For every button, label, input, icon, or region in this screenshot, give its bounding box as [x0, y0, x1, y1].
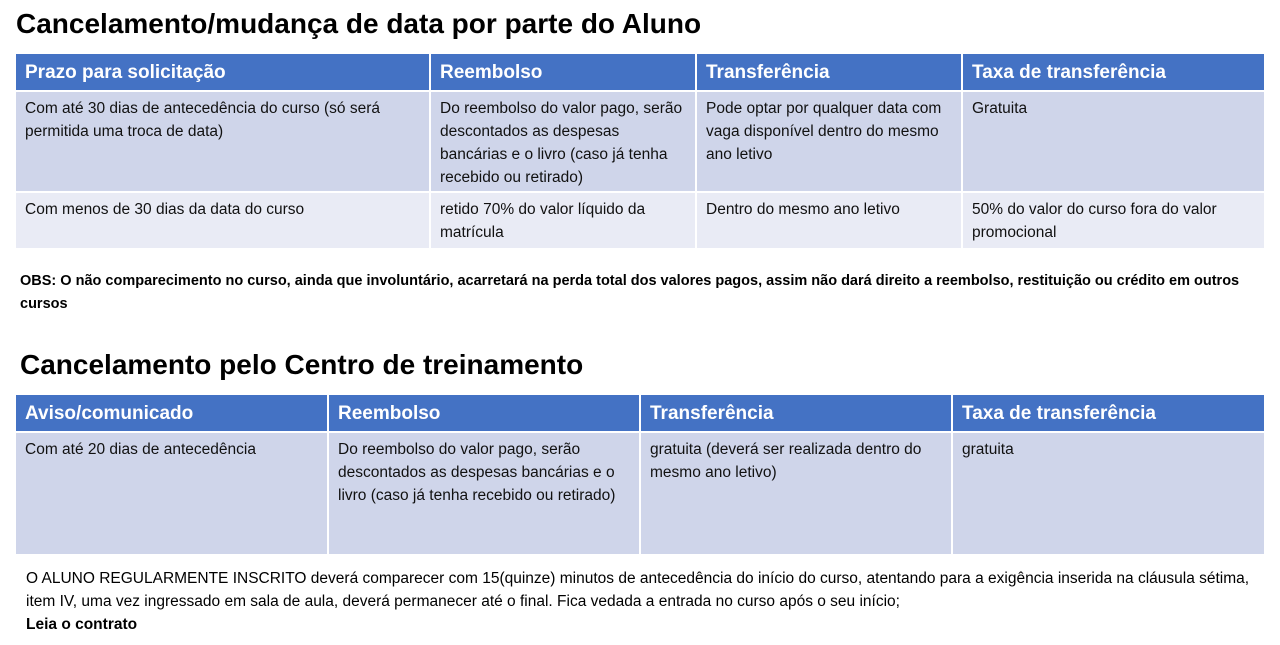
table-cell: gratuita (deverá ser realizada dentro do mesmo ano letivo)	[640, 432, 952, 554]
table-header-row	[16, 54, 1264, 91]
footer-note	[26, 567, 1256, 636]
obs-note: OBS: O não comparecimento no curso, ainda que involuntário, acarretará na perda total dos valores pagos, assim não dará direito a reembolso, restituição ou crédito em outros cursos	[20, 273, 1240, 312]
table-cell: retido 70% do valor líquido da matrícula	[430, 192, 696, 248]
section1-title: Cancelamento/mudança de data por parte do Aluno	[16, 8, 702, 39]
column-header: Transferência	[696, 54, 962, 91]
table-cell: Com menos de 30 dias da data do curso	[16, 192, 430, 248]
student-cancellation-table	[16, 54, 1264, 248]
table-row	[16, 91, 1264, 192]
table-cell: Com até 30 dias de antecedência do curso (só será permitida uma troca de data)	[16, 91, 430, 192]
table-cell: gratuita	[952, 432, 1264, 554]
table-cell: Pode optar por qualquer data com vaga disponível dentro do mesmo ano letivo	[696, 91, 962, 192]
column-header: Prazo para solicitação	[16, 54, 430, 91]
table-cell: 50% do valor do curso fora do valor promocional	[962, 192, 1264, 248]
footer-text: O ALUNO REGULARMENTE INSCRITO deverá comparecer com 15(quinze) minutos de antecedência do início do curso, atentando para a exigência inserida na cláusula sétima, item IV, uma vez ingressado em sala de aula, deverá permanecer até o final. Fica vedada a entrada no curso após o seu início;	[26, 570, 1250, 610]
column-header: Taxa de transferência	[952, 395, 1264, 432]
column-header: Taxa de transferência	[962, 54, 1264, 91]
center-cancellation-table	[16, 395, 1264, 554]
table-cell: Do reembolso do valor pago, serão descontados as despesas bancárias e o livro (caso já tenha recebido ou retirado)	[328, 432, 640, 554]
column-header: Aviso/comunicado	[16, 395, 328, 432]
column-header: Transferência	[640, 395, 952, 432]
table-cell: Com até 20 dias de antecedência	[16, 432, 328, 554]
table-cell: Dentro do mesmo ano letivo	[696, 192, 962, 248]
table-row	[16, 432, 1264, 554]
table-cell: Do reembolso do valor pago, serão descontados as despesas bancárias e o livro (caso já tenha recebido ou retirado)	[430, 91, 696, 192]
column-header: Reembolso	[328, 395, 640, 432]
table-row	[16, 192, 1264, 248]
table-header-row	[16, 395, 1264, 432]
column-header: Reembolso	[430, 54, 696, 91]
section2-title: Cancelamento pelo Centro de treinamento	[20, 349, 584, 380]
table-cell: Gratuita	[962, 91, 1264, 192]
read-contract-text: Leia o contrato	[26, 616, 138, 633]
